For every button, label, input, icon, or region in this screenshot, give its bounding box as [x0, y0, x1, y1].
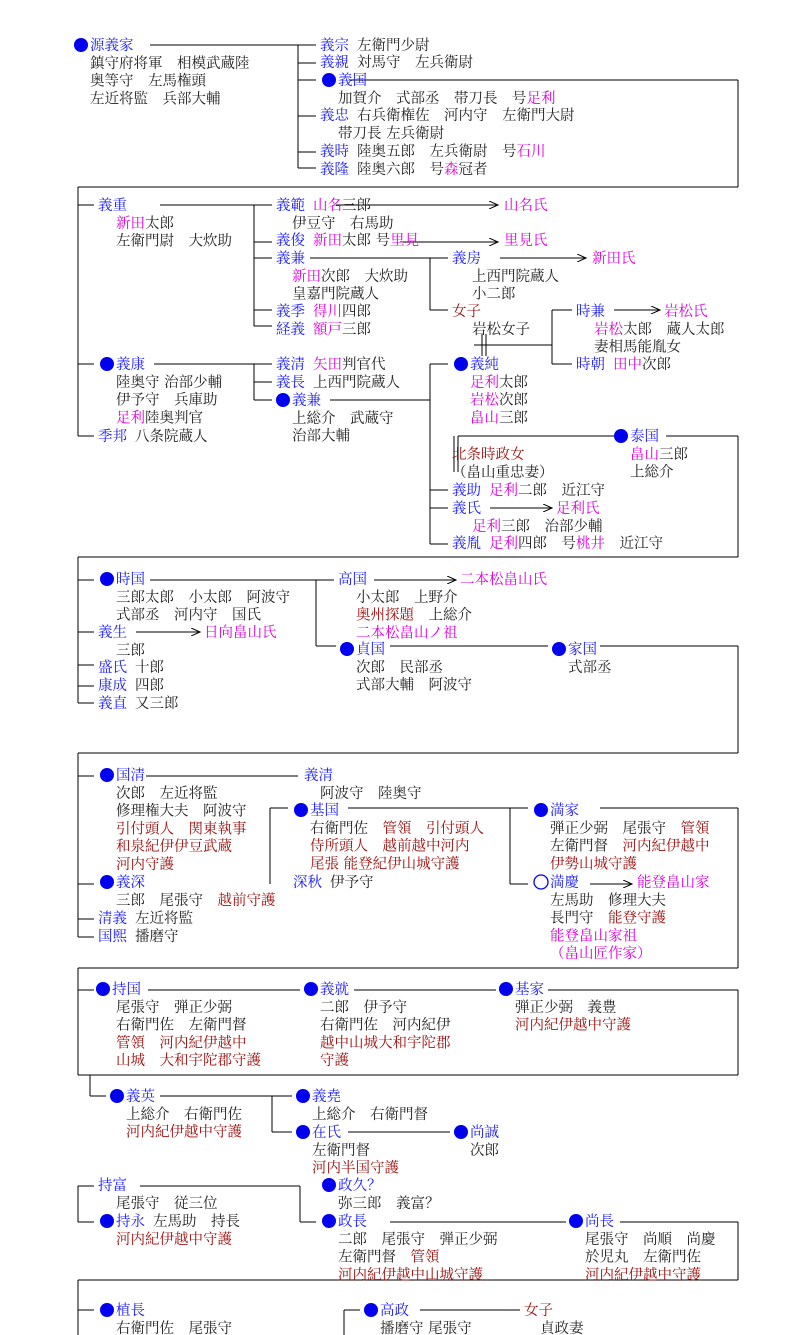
person-entry — [320, 54, 473, 71]
person-title-inline: 左馬助 持長 — [153, 1214, 240, 1230]
person-name: 政久？ — [338, 1178, 382, 1194]
heir-dot-icon — [304, 982, 318, 996]
person-name: 基家 — [515, 982, 544, 998]
person-title-line: 岩松女子 — [472, 321, 530, 338]
person-name: 深秋 — [293, 875, 322, 891]
person-name: 国熙 — [98, 929, 127, 945]
person-title-line: 三郎 尾張守 越前守護 — [116, 892, 276, 909]
heir-dot-icon — [276, 393, 290, 407]
person-entry — [96, 981, 261, 1069]
person-title-line: 上総介 右衛門佐 — [126, 1106, 242, 1123]
person-entry — [340, 641, 472, 694]
person-entry — [276, 232, 419, 249]
person-name: 義純 — [470, 357, 499, 373]
person-title-line: 妻相馬能胤女 — [594, 339, 681, 356]
person-title-line: 三郎 — [116, 642, 145, 659]
person-title-inline: 陸奥六郎 号森冠者 — [357, 162, 488, 178]
person-name: 清義 — [98, 911, 127, 927]
person-name: 義房 — [452, 251, 481, 267]
person-name: 泰国 — [630, 429, 659, 445]
person-title-inline: 足利四郎 号桃井 近江守 — [489, 536, 663, 552]
heir-dot-icon — [552, 642, 566, 656]
person-entry — [460, 571, 547, 588]
person-title-inline: 山名三郎 — [313, 198, 371, 214]
person-name: 女子 — [524, 1303, 553, 1319]
person-title-inline: 左衛門少尉 — [357, 38, 430, 54]
person-name: 義氏 — [452, 501, 481, 517]
person-title-line: 左衛門尉 大炊助 — [116, 233, 232, 250]
person-title-line: 足利太郎 — [470, 374, 528, 391]
heir-dot-icon — [364, 1303, 378, 1317]
person-title-line: 貞政妻 — [540, 1320, 584, 1335]
person-entry — [320, 142, 546, 160]
heir-dot-icon — [296, 1089, 310, 1103]
person-title-line: 管領 河内紀伊越中 — [116, 1035, 247, 1052]
person-title-line: 右衛門佐 河内紀伊 — [320, 1017, 451, 1034]
person-name: 足利氏 — [556, 501, 600, 517]
person-entry — [592, 250, 636, 267]
person-entry — [452, 303, 530, 338]
person-entry — [98, 928, 179, 945]
person-entry — [320, 37, 430, 54]
person-entry — [304, 981, 451, 1069]
person-name: 義深 — [116, 875, 145, 891]
person-title-line: 右衛門佐 尾張守 — [116, 1320, 232, 1335]
person-title-line: 侍所頭人 越前越中河内 — [310, 838, 470, 855]
person-entry — [504, 197, 548, 214]
person-title-line: 山城 大和宇陀郡守護 — [116, 1053, 261, 1070]
heir-dot-icon — [100, 768, 114, 782]
person-entry — [276, 303, 371, 320]
person-title-inline: 対馬守 左兵衛尉 — [357, 55, 473, 71]
heir-dot-icon — [340, 642, 354, 656]
heir-dot-icon — [454, 1125, 468, 1139]
person-title-inline: 矢田判官代 — [313, 357, 386, 373]
heir-dot-icon — [96, 982, 110, 996]
person-title-inline: 十郎 — [135, 660, 164, 676]
person-name: 義就 — [320, 982, 349, 998]
heir-dot-icon — [74, 38, 88, 52]
person-name: 義生 — [98, 625, 127, 641]
person-entry — [664, 303, 708, 320]
person-entry — [74, 37, 250, 107]
person-title-line: 河内紀伊越中山城守護 — [338, 1267, 483, 1284]
person-entry — [100, 571, 290, 624]
person-title-line: 加賀介 式部丞 帯刀長 号足利 — [338, 90, 556, 107]
person-entry — [322, 72, 556, 107]
person-entry — [304, 767, 422, 802]
person-title-line: 河内紀伊越中守護 — [126, 1124, 242, 1141]
person-name: 持富 — [98, 1178, 127, 1194]
person-name: 岩松氏 — [664, 304, 708, 320]
person-title-line: 岩松太郎 蔵人太郎 — [594, 321, 725, 338]
person-title-line: 尾張守 尚順 尚慶 — [585, 1231, 716, 1248]
person-name: 高政 — [380, 1303, 409, 1319]
person-name: 二本松畠山氏 — [460, 572, 547, 588]
person-title-inline: 新田太郎 号里見 — [313, 233, 420, 249]
person-title-line: 足利三郎 治部少輔 — [472, 518, 603, 535]
person-name: 経義 — [276, 322, 305, 338]
person-entry — [276, 374, 400, 391]
person-title-inline: 播磨守 — [135, 929, 179, 945]
person-title-inline: 足利二郎 近江守 — [489, 483, 605, 499]
person-name: 尚誠 — [470, 1125, 499, 1141]
person-name: 義兼 — [292, 393, 321, 409]
person-entry — [98, 428, 208, 445]
person-name: 在氏 — [312, 1125, 341, 1141]
person-entry — [322, 1213, 498, 1283]
person-title-line: 岩松次郎 — [470, 392, 528, 409]
person-title-line: 二郎 伊予守 — [320, 999, 407, 1016]
person-name: 高国 — [338, 572, 367, 588]
person-name: 義堯 — [312, 1089, 341, 1105]
person-title-line: 守護 — [320, 1053, 349, 1070]
person-title-inline: 田中次郎 — [613, 357, 671, 373]
person-entry — [276, 197, 394, 232]
person-title-line: 河内守護 — [116, 857, 174, 873]
person-entry — [276, 356, 386, 373]
person-title-line: 陸奥守 治部少輔 — [116, 374, 223, 391]
person-title-line: 尾張 能登紀伊山城守護 — [310, 856, 460, 873]
person-name: 義長 — [276, 375, 305, 391]
person-title-line: 二本松畠山ノ祖 — [356, 625, 458, 642]
person-title-line: 次郎 民部丞 — [356, 659, 443, 676]
person-entry — [452, 482, 605, 499]
person-name: 義康 — [116, 357, 145, 373]
person-entry — [364, 1301, 472, 1335]
person-name: 持国 — [112, 982, 141, 998]
person-title-inline: 左近将監 — [135, 911, 193, 927]
heir-dot-icon — [454, 357, 468, 371]
person-name: 時国 — [116, 572, 145, 588]
person-name: 義清 — [304, 768, 333, 784]
person-entry — [452, 446, 554, 481]
person-entry — [204, 624, 277, 641]
person-title-inline: 四郎 — [135, 678, 164, 694]
person-title-inline: 額戸三郎 — [313, 322, 371, 338]
person-title-line: 式部丞 河内守 国氏 — [116, 607, 261, 624]
heir-dot-icon — [499, 982, 513, 996]
person-entry — [452, 534, 663, 552]
person-title-line: 於児丸 左衛門佐 — [585, 1249, 701, 1266]
person-title-line: 奥等守 左馬権頭 — [90, 73, 206, 90]
person-name: 義助 — [452, 483, 481, 499]
person-entry — [576, 356, 671, 373]
person-entry — [98, 1176, 218, 1212]
heir-dot-icon — [322, 1178, 336, 1192]
heir-dot-icon — [100, 572, 114, 586]
person-title-line: 次郎 左近将監 — [116, 785, 218, 802]
person-name: 源義家 — [90, 38, 134, 54]
person-entry — [98, 624, 145, 659]
person-name: 義清 — [276, 357, 305, 373]
person-title-line: 弾正少弼 尾張守 管領 — [550, 820, 710, 837]
person-title-line: 伊勢山城守護 — [550, 856, 637, 873]
heir-dot-icon — [534, 803, 548, 817]
person-title-inline: 八条院蔵人 — [135, 429, 208, 445]
person-title-line: 小二郎 — [472, 286, 516, 303]
person-title-line: 尾張守 弾正少弼 — [116, 999, 232, 1016]
person-entry — [454, 1123, 499, 1159]
person-entry — [98, 910, 193, 927]
person-entry — [499, 980, 631, 1034]
person-title-line: 二郎 尾張守 弾正少弼 — [338, 1231, 498, 1248]
person-entry — [294, 801, 484, 872]
person-entry — [338, 570, 472, 641]
person-title-line: 新田太郎 — [116, 215, 174, 232]
person-name: 義兼 — [276, 251, 305, 267]
person-name: 山名氏 — [504, 198, 548, 214]
person-entry — [98, 695, 179, 712]
person-title-line: 伊予守 兵庫助 — [116, 392, 218, 409]
person-entry — [100, 355, 222, 426]
heir-dot-icon — [110, 1089, 124, 1103]
person-title-line: 左馬助 修理大夫 — [550, 892, 666, 909]
person-title-line: 三郎太郎 小太郎 阿波守 — [116, 589, 290, 606]
person-entry — [100, 1301, 232, 1335]
heir-dot-icon — [322, 73, 336, 87]
person-entry — [524, 1302, 584, 1335]
heir-ring-icon — [534, 875, 548, 889]
person-name: 義範 — [276, 198, 305, 214]
person-name: 新田氏 — [592, 251, 636, 267]
person-name: 義季 — [276, 304, 305, 320]
person-title-line: 河内紀伊越中守護 — [585, 1267, 701, 1284]
person-name: 季邦 — [98, 429, 127, 445]
person-title-line: 尾張守 従三位 — [116, 1195, 218, 1212]
person-entry — [320, 160, 488, 178]
person-entry — [100, 767, 247, 873]
person-name: 基国 — [310, 803, 339, 819]
person-title-line: 阿波守 陸奥守 — [320, 785, 422, 802]
person-name: 時朝 — [576, 357, 605, 373]
person-title-line: 畠山三郎 — [630, 446, 688, 463]
person-name: 北条時政女 — [452, 447, 525, 463]
person-title-inline: 陸奥五郎 左兵衛尉 号石川 — [357, 144, 546, 160]
person-entry — [100, 1213, 240, 1248]
person-title-line: 新田次郎 大炊助 — [292, 268, 408, 285]
person-title-line: 左衛門督 — [312, 1142, 370, 1159]
person-entry — [98, 676, 164, 694]
heir-dot-icon — [294, 803, 308, 817]
person-title-inline: 上西門院蔵人 — [313, 375, 400, 391]
person-title-line: 上総介 武蔵守 — [292, 410, 394, 427]
person-title-line: 右衛門佐 左衛門督 — [116, 1017, 247, 1034]
person-name: 里見氏 — [504, 233, 548, 249]
person-title-line: 播磨守 尾張守 — [380, 1320, 472, 1335]
person-title-line: 皇嘉門院蔵人 — [292, 286, 379, 303]
person-name: 尚長 — [585, 1214, 614, 1230]
person-name: 康成 — [98, 678, 127, 694]
person-name: 持永 — [116, 1214, 145, 1230]
person-name: 植長 — [116, 1303, 145, 1319]
person-title-line: 奥州探題 上総介 — [356, 607, 472, 624]
heir-dot-icon — [100, 875, 114, 889]
person-name: 国清 — [116, 768, 145, 784]
person-title-line: （畠山匠作家） — [550, 946, 652, 963]
person-name: 義親 — [320, 55, 349, 71]
person-title-line: 長門守 能登守護 — [550, 910, 666, 927]
person-name: 義重 — [98, 198, 127, 214]
person-name: 盛氏 — [98, 660, 127, 676]
person-entry — [454, 356, 528, 426]
person-entry — [296, 1087, 428, 1123]
person-title-line: 左衛門督 河内紀伊越中 — [550, 838, 710, 855]
person-entry — [322, 1177, 440, 1212]
person-name: 家国 — [568, 642, 597, 658]
person-title-line: 式部丞 — [568, 659, 612, 676]
person-title-line: （畠山重忠妻） — [452, 464, 554, 481]
person-title-line: 式部大輔 阿波守 — [356, 677, 472, 694]
person-title-line: 和泉紀伊伊豆武蔵 — [116, 839, 232, 856]
person-name: 義時 — [320, 144, 349, 160]
person-name: 義俊 — [276, 233, 305, 249]
person-entry — [504, 232, 548, 249]
person-name: 義直 — [98, 696, 127, 712]
person-entry — [320, 107, 575, 142]
person-title-line: 河内紀伊越中守護 — [116, 1231, 232, 1248]
person-title-line: 小太郎 上野介 — [356, 589, 458, 606]
heir-dot-icon — [100, 357, 114, 371]
person-title-line: 上総介 右衛門督 — [312, 1106, 428, 1123]
person-name: 義宗 — [320, 38, 349, 54]
person-title-line: 河内半国守護 — [312, 1160, 399, 1177]
heir-dot-icon — [614, 429, 628, 443]
person-title-line: 上西門院蔵人 — [472, 268, 559, 285]
person-name: 義英 — [126, 1089, 155, 1105]
person-title-line: 次郎 — [470, 1142, 499, 1159]
person-title-line: 左近将監 兵部大輔 — [90, 91, 221, 108]
person-title-line: 鎮守府将軍 相模武蔵陸 — [90, 55, 250, 72]
person-title-line: 畠山三郎 — [470, 410, 528, 427]
person-title-line: 弥三郎 義富？ — [338, 1195, 440, 1212]
person-title-line: 河内紀伊越中守護 — [515, 1017, 631, 1034]
person-title-line: 修理権大夫 阿波守 — [116, 803, 247, 820]
person-title-line: 帯刀長 左兵衛尉 — [338, 125, 445, 142]
person-entry — [100, 874, 276, 909]
person-name: 女子 — [452, 304, 481, 320]
person-name: 義胤 — [452, 536, 481, 552]
person-title-inline: 右兵衛権佐 河内守 左衛門大尉 — [357, 108, 575, 124]
person-name: 義忠 — [320, 108, 349, 124]
person-name: 義隆 — [320, 162, 349, 178]
heir-dot-icon — [296, 1125, 310, 1139]
person-title-inline: 伊予守 — [330, 875, 374, 891]
heir-dot-icon — [100, 1214, 114, 1228]
heir-dot-icon — [322, 1214, 336, 1228]
person-title-line: 引付頭人 関東執事 — [116, 821, 247, 838]
person-entry — [98, 659, 164, 676]
person-name: 能登畠山家 — [637, 875, 710, 891]
person-entry — [534, 801, 710, 872]
person-name: 政長 — [338, 1214, 367, 1230]
person-entry — [276, 321, 371, 338]
person-entry — [556, 500, 600, 517]
person-name: 日向畠山氏 — [204, 625, 277, 641]
heir-dot-icon — [100, 1303, 114, 1317]
person-title-line: 上総介 — [630, 464, 674, 481]
person-title-inline: 又三郎 — [135, 696, 179, 712]
person-entry — [637, 874, 710, 891]
heir-dot-icon — [569, 1214, 583, 1228]
person-entries — [74, 37, 725, 1335]
person-name: 時兼 — [576, 304, 605, 320]
person-entry — [110, 1087, 242, 1141]
person-entry — [569, 1212, 716, 1283]
person-title-line: 右衛門佐 管領 引付頭人 — [310, 820, 484, 837]
person-title-line: 足利陸奥判官 — [116, 410, 203, 427]
person-entry — [293, 873, 374, 891]
person-title-inline: 得川四郎 — [313, 304, 371, 320]
person-name: 義国 — [338, 73, 367, 89]
person-title-line: 越中山城大和宇陀郡 — [320, 1035, 451, 1052]
person-title-line: 伊豆守 右馬助 — [292, 215, 394, 232]
person-name: 満家 — [550, 803, 579, 819]
person-name: 満慶 — [550, 875, 579, 891]
person-title-line: 弾正少弼 義豊 — [515, 999, 617, 1016]
person-title-line: 治部大輔 — [292, 428, 350, 445]
person-name: 貞国 — [356, 642, 385, 658]
person-title-line: 能登畠山家祖 — [550, 928, 637, 945]
person-title-line: 左衛門督 管領 — [338, 1249, 440, 1266]
